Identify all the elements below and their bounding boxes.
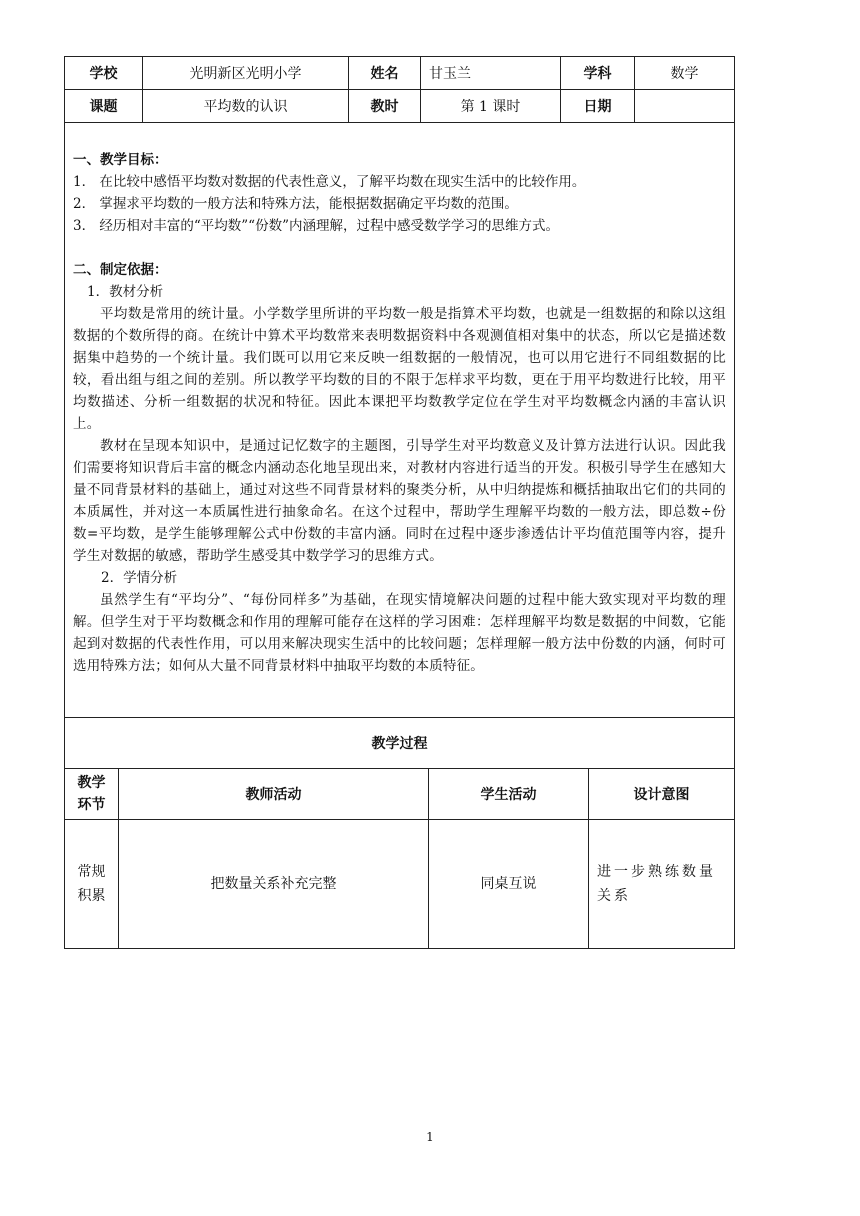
spacer: [73, 237, 726, 259]
date-label: 日期: [561, 90, 635, 123]
teacher-column-header: 教师活动: [119, 769, 429, 820]
stage-header-line: 教学: [77, 775, 106, 791]
school-value: 光明新区光明小学: [143, 57, 349, 90]
student-column-header: 学生活动: [429, 769, 589, 820]
stage-line: 常规: [77, 864, 106, 880]
textbook-analysis-title: 1．教材分析: [87, 284, 164, 300]
content-cell: [65, 123, 735, 718]
textbook-analysis-paragraph: 教材在呈现本知识中，是通过记忆数字的主题图，引导学生对平均数意义及计算方法进行认识。因此我们需要将知识背后丰富的概念内涵动态化地呈现出来，对教材内容进行适当的开发。积极引导学生在感知大量不同背景材料的基础上，通过对这些不同背景材料的聚类分析，从中归纳提炼和概括抽取出它们的共同的本质属性，并对这一本质属性进行抽象命名。在这个过程中，帮助学生理解平均数的一般方法，即总数÷份数=平均数，是学生能够理解公式中份数的丰富内涵。同时在过程中逐步渗透估计平均值范围等内容，提升学生对数据的敏感，帮助学生感受其中数学学习的思维方式。: [73, 438, 726, 564]
process-row: [65, 820, 735, 949]
name-value: 甘玉兰: [421, 57, 561, 90]
subject-label: 学科: [561, 57, 635, 90]
goal-item: 2． 掌握求平均数的一般方法和特殊方法，能根据数据确定平均数的范围。: [73, 196, 518, 212]
content-table: [64, 122, 735, 949]
process-header-row: [65, 769, 735, 820]
process-title-row: [65, 718, 735, 769]
student-analysis-paragraph: 虽然学生有“平均分”、“每份同样多”为基础，在现实情境解决问题的过程中能大致实现对平均数的理解。但学生对于平均数概念和作用的理解可能存在这样的学习困难：怎样理解平均数是数据的中间数，它能起到对数据的代表性作用，可以用来解决现实生活中的比较问题；怎样理解一般方法中份数的内涵，何时可选用特殊方法；如何从大量不同背景材料中抽取平均数的本质特征。: [73, 592, 726, 674]
stage-column-header: [65, 769, 119, 820]
stage-cell: [65, 820, 119, 949]
page-number: 1: [426, 1130, 434, 1144]
info-row-2: [65, 90, 735, 123]
content-row: [65, 123, 735, 718]
textbook-analysis-paragraph: 平均数是常用的统计量。小学数学里所讲的平均数一般是指算术平均数，也就是一组数据的和除以这组数据的个数所得的商。在统计中算术平均数常来表明数据资料中各观测值相对集中的状态，所以它是描述数据集中趋势的一个统计量。我们既可以用它来反映一组数据的一般情况，也可以用它进行不同组数据的比较，看出组与组之间的差别。所以教学平均数的目的不限于怎样求平均数，更在于用平均数进行比较，用平均数描述、分析一组数据的状况和特征。因此本课把平均数教学定位在学生对平均数概念内涵的丰富认识上。: [73, 306, 726, 432]
design-intent-cell: 进一步熟练数量关系: [589, 820, 735, 949]
goal-item: 1． 在比较中感悟平均数对数据的代表性意义，了解平均数在现实生活中的比较作用。: [73, 174, 586, 190]
basis-title: 二、制定依据：: [73, 262, 168, 278]
goal-item: 3． 经历相对丰富的“平均数”“份数”内涵理解，过程中感受数学学习的思维方式。: [73, 218, 559, 234]
period-value: 第 1 课时: [421, 90, 561, 123]
intent-column-header: 设计意图: [589, 769, 735, 820]
stage-header-line: 环节: [77, 797, 106, 813]
topic-value: 平均数的认识: [143, 90, 349, 123]
name-label: 姓名: [349, 57, 421, 90]
topic-label: 课题: [65, 90, 143, 123]
teacher-activity-cell: 把数量关系补充完整: [119, 820, 429, 949]
process-title: 教学过程: [65, 718, 735, 769]
info-row-1: [65, 57, 735, 90]
school-label: 学校: [65, 57, 143, 90]
info-table: [64, 56, 735, 123]
period-label: 教时: [349, 90, 421, 123]
subject-value: 数学: [635, 57, 735, 90]
date-value: [635, 90, 735, 123]
lesson-plan-sheet: [64, 56, 734, 949]
student-activity-cell: 同桌互说: [429, 820, 589, 949]
student-analysis-title: 2．学情分析: [101, 570, 178, 586]
goals-title: 一、教学目标：: [73, 152, 168, 168]
stage-line: 积累: [77, 888, 106, 904]
